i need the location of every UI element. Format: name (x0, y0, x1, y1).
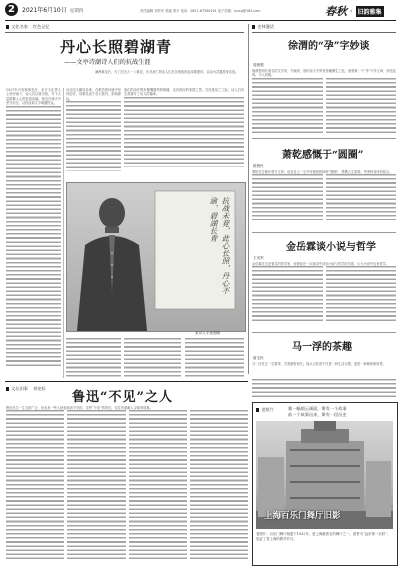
photo-box-poem-2: 前一个故事出来，斯有一段历史 (288, 412, 347, 417)
square-bullet-icon (6, 25, 9, 28)
article2-byline: 陈鲁民 (253, 164, 264, 168)
photo-box-poem-1: 雾一幅烟云画面，斯有一个故事 (288, 406, 347, 411)
intro-top: 满洲事变后，为了纪念九一八事变，东北流亡的诗人们在各地组织起诗歌团体，以诗为武器投身抗战。 (95, 70, 239, 74)
main-body-lower-c (185, 338, 244, 378)
main-body-lower-a (66, 338, 121, 378)
header-rule (5, 20, 396, 21)
photo-box-tag: 老照片 (256, 407, 274, 413)
article2-body: 萧乾先生晚年曾写文章，谈及自己一生中所遇到的种种“圆圈”，感慨人生如圆，兜兜转转终回原点。 (252, 170, 396, 228)
calligraphy-text: 抗战未竟，此心长照，丹心不渝，碧湖长青 (209, 197, 230, 295)
main-col1: 1937年卢沟桥事变后，北平文化界人士纷纷南下，诗人们以笔为枪，写下大量鼓舞人心的抗战诗篇。他们在烽火中坚守信念，以热血和文字唤醒民众。 (6, 88, 61, 378)
issue-weekday: 星期四 (69, 9, 84, 14)
square-bullet-icon (252, 25, 255, 28)
main-subhead: ——文亭诗潮诗人们的抗战生涯 (64, 59, 151, 66)
page-header (0, 0, 400, 20)
main-body-lower-b (124, 338, 181, 378)
photo-title-overlay: 上海百乐门舞厅旧影 (264, 511, 341, 521)
page-number: 2 (5, 3, 18, 16)
section-brand: 春秋 · 旧韵雅集 (325, 5, 382, 18)
issue-date: 2021年6月10日 (22, 7, 67, 14)
photo-box (252, 402, 398, 566)
square-bullet-icon (256, 408, 259, 411)
article3-body: 金岳霖先生是著名的哲学家，他曾经在一次演讲中谈到小说与哲学的关系，认为小说中也有哲学。 (252, 262, 396, 328)
bottom-body: 鲁迅先生一生交游广泛，但也有一些人是他执意不见的。这些“不见”的背后，往往有着耐人寻味的故事。 (6, 406, 248, 564)
bottom-section-rule (5, 381, 248, 382)
brand-title: 春秋 (325, 5, 347, 18)
article1-byline: 周维强 (253, 63, 264, 67)
brand-subtitle: 旧韵雅集 (356, 6, 384, 17)
article1-body: 徐渭是明代著名的文学家、书画家，他的诗文中常有妙趣横生之处。他曾就一个“孕”字作文章，妙语连珠，令人叫绝。 (252, 69, 396, 135)
section-tag-right: 史林漫话 (252, 24, 274, 30)
calligraphy-photo (66, 182, 246, 332)
photo-box-caption: 老照片：百乐门舞厅始建于1932年，是上海最著名的舞厅之一，被誉为“远东第一乐府”，见证了老上海的繁华岁月。 (256, 532, 391, 541)
article3-title: 金岳霖谈小说与哲学 (286, 242, 376, 253)
article4-body: 马一浮先生一生嗜茶，对茶颇有研究。他认为饮茶不仅是一种生活习惯，更是一种修养和境界。 (252, 362, 386, 366)
article1-title: 徐渭的“孕”字妙谈 (288, 41, 370, 52)
main-col2: 诗社同人辗转各地，在艰苦的环境中坚持创作，诗歌发表于各大报刊，影响深远。 (66, 88, 121, 180)
photo-caption: 某诗人手迹题赠 (195, 331, 221, 335)
main-col3: 他们的诗作既有慷慨激昂的呐喊，也有深沉的家国之思。在民族危亡之际，诗人们用生命谱写了动人的篇章。 (124, 88, 244, 180)
article4-title: 马一浮的茶趣 (292, 342, 352, 353)
square-bullet-icon (6, 387, 9, 390)
section-tag-bottom: 文坛旧事 刘宪标 (6, 386, 46, 392)
article2-title: 萧乾感慨于“圆圈” (282, 150, 364, 161)
bottom-headline: 鲁迅“不见”之人 (72, 390, 173, 405)
article4-byline: 唐宝民 (253, 356, 264, 360)
main-headline: 丹心长照碧湖青 (60, 38, 173, 56)
section-tag-left: 文化名家 红色记忆 (6, 24, 50, 30)
article3-byline: 王吴军 (253, 256, 264, 260)
old-photo (256, 421, 393, 529)
editor-meta: 责任编辑 刘亮华 美编 郑平 电话：0871-67590191 电子信箱：lyzcg@163.com (140, 9, 261, 13)
